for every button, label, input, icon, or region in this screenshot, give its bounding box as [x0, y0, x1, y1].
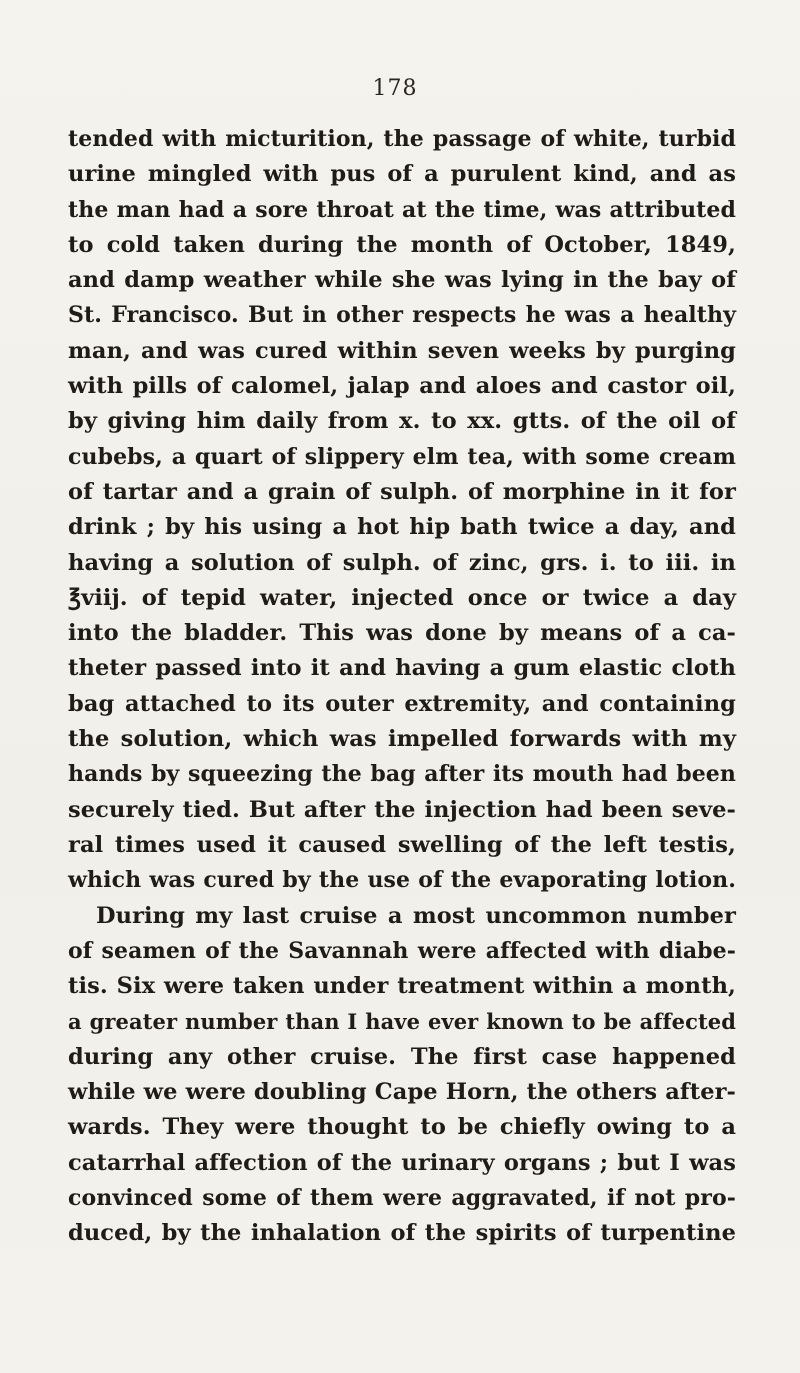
page-number: 178: [372, 76, 418, 101]
text-line: securely tied. But after the injection had been seve-: [68, 796, 736, 823]
text-line: by giving him daily from x. to xx. gtts. of the oil of: [68, 408, 736, 435]
body-text: [68, 122, 736, 1252]
text-line: while we were doubling Cape Horn, the others after-: [68, 1079, 736, 1106]
text-line: tis. Six were taken under treatment within a month,: [68, 973, 736, 1000]
text-line: ral times used it caused swelling of the left testis,: [68, 831, 736, 858]
text-line: tended with micturition, the passage of white, turbid: [68, 126, 736, 152]
text-line: during any other cruise. The first case happened: [68, 1043, 736, 1070]
text-line: and damp weather while she was lying in the bay of: [68, 267, 736, 294]
text-line-paragraph-start: During my last cruise a most uncommon number: [96, 902, 736, 929]
text-line: theter passed into it and having a gum elastic cloth: [68, 655, 736, 682]
text-line: duced, by the inhalation of the spirits of turpentine: [68, 1220, 736, 1247]
text-line: with pills of calomel, jalap and aloes and castor oil,: [68, 373, 736, 400]
text-line: convinced some of them were aggravated, if not pro-: [68, 1184, 736, 1211]
text-line: hands by squeezing the bag after its mouth had been: [68, 761, 736, 788]
text-line: of tartar and a grain of sulph. of morphine in it for: [68, 478, 736, 505]
text-line: catarrhal affection of the urinary organs ; but I was: [68, 1149, 736, 1176]
text-line: St. Francisco. But in other respects he was a healthy: [68, 302, 736, 329]
text-line: which was cured by the use of the evaporating lotion.: [68, 867, 736, 894]
text-line: wards. They were thought to be chiefly owing to a: [68, 1114, 736, 1141]
text-line: the solution, which was impelled forwards with my: [68, 726, 736, 753]
text-line: the man had a sore throat at the time, was attributed: [68, 196, 736, 223]
text-line: to cold taken during the month of October, 1849,: [68, 231, 736, 258]
text-line: having a solution of sulph. of zinc, grs. i. to iii. in: [68, 549, 736, 576]
text-line: ℥viij. of tepid water, injected once or twice a day: [68, 584, 736, 611]
text-line: drink ; by his using a hot hip bath twice a day, and: [68, 514, 736, 541]
text-line: urine mingled with pus of a purulent kind, and as: [68, 161, 736, 188]
text-line: of seamen of the Savannah were affected with diabe-: [68, 937, 736, 964]
text-line: bag attached to its outer extremity, and containing: [68, 690, 736, 717]
text-line: a greater number than I have ever known to be affected: [68, 1009, 736, 1035]
text-line: into the bladder. This was done by means of a ca-: [68, 620, 736, 647]
text-line: cubebs, a quart of slippery elm tea, with some cream: [68, 443, 736, 470]
text-line: man, and was cured within seven weeks by purging: [68, 337, 736, 364]
